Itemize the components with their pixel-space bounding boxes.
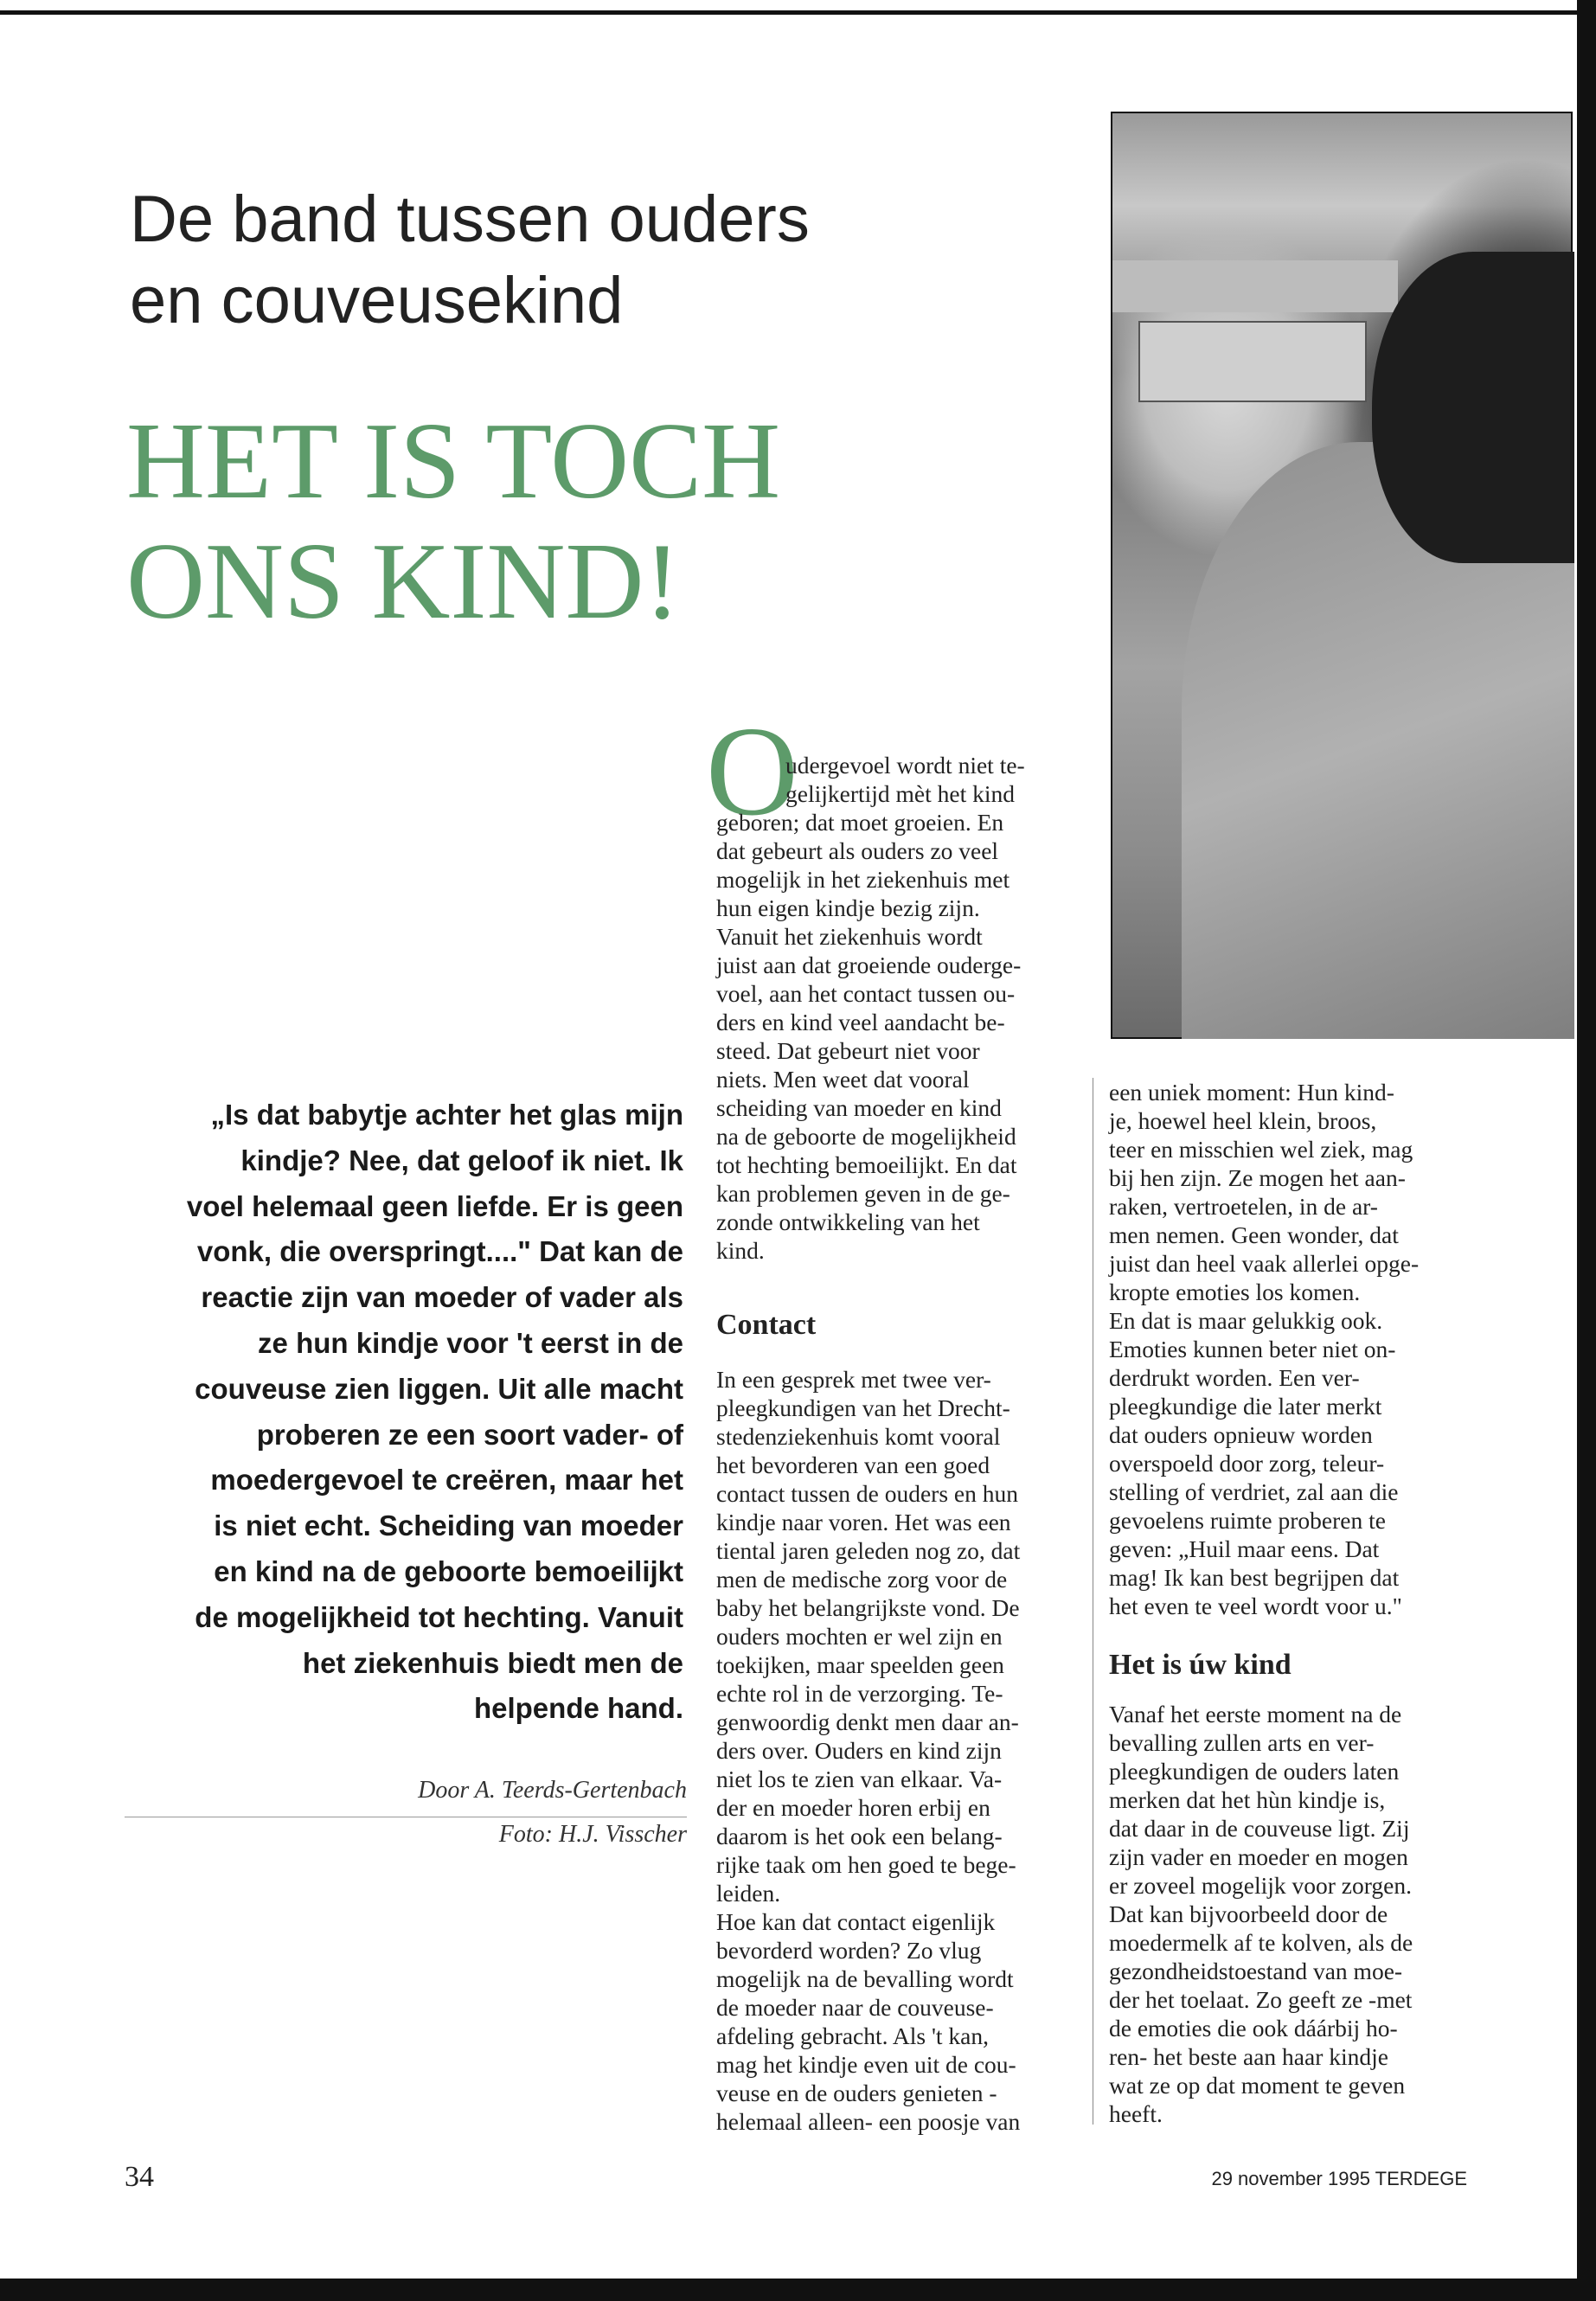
text-line: daarom is het ook een belang- (716, 1823, 1003, 1849)
text-line: na de geboorte de mogelijkheid (716, 1123, 1016, 1150)
photo-drawer (1138, 321, 1367, 402)
text-line: Emoties kunnen beter niet on- (1109, 1336, 1396, 1362)
text-line: toekijken, maar speelden geen (716, 1651, 1004, 1678)
photo-table (1112, 260, 1398, 312)
photo-person-head (1372, 252, 1574, 563)
text-line: moedergevoel te creëren, maar het (210, 1464, 683, 1497)
text-line: merken dat het hùn kindje is, (1109, 1786, 1386, 1813)
text-line: Dat kan bijvoorbeeld door de (1109, 1900, 1388, 1927)
body-column-middle-part1 (716, 751, 1025, 1265)
text-line: derdrukt worden. Een ver- (1109, 1364, 1360, 1391)
text-line: der en moeder horen erbij en (716, 1794, 990, 1821)
text-line: helemaal alleen- een poosje van (716, 2108, 1021, 2135)
text-line: kindje naar voren. Het was een (716, 1509, 1011, 1535)
text-line: gevoelens ruimte proberen te (1109, 1507, 1386, 1534)
text-line: men nemen. Geen wonder, dat (1109, 1221, 1399, 1248)
issue-info: 29 november 1995 TERDEGE (1211, 2168, 1467, 2189)
text-line: ders over. Ouders en kind zijn (716, 1737, 1002, 1764)
text-line: der het toelaat. Zo geeft ze -met (1109, 1986, 1413, 2013)
text-line: couveuse zien liggen. Uit alle macht (195, 1372, 683, 1405)
text-line: mogelijk in het ziekenhuis met (716, 866, 1010, 893)
text-line: reactie zijn van moeder of vader als (201, 1281, 683, 1314)
text-line: bevorderd worden? Zo vlug (716, 1937, 982, 1964)
text-line: tot hechting bemoeilijkt. En dat (716, 1151, 1017, 1178)
text-line: juist dan heel vaak allerlei opge- (1109, 1250, 1420, 1277)
body-column-right-part2 (1109, 1700, 1413, 2128)
text-line: genwoordig denkt men daar an- (716, 1708, 1019, 1735)
subheading-uw-kind: Het is úw kind (1109, 1649, 1292, 1681)
text-line: bevalling zullen arts en ver- (1109, 1729, 1375, 1756)
text-line: raken, vertroetelen, in de ar- (1109, 1193, 1378, 1220)
text-line: ren- het beste aan haar kindje (1109, 2043, 1388, 2070)
page-number: 34 (125, 2161, 154, 2193)
text-line: de mogelijkheid tot hechting. Vanuit (195, 1600, 683, 1633)
text-line: geboren; dat moet groeien. En (716, 809, 1004, 836)
byline-author: Door A. Teerds-Gertenbach (418, 1777, 687, 1804)
text-line: Vanuit het ziekenhuis wordt (716, 923, 983, 950)
text-line: mag het kindje even uit de cou- (716, 2051, 1016, 2078)
text-line: tiental jaren geleden nog zo, dat (716, 1537, 1021, 1564)
text-line: bij hen zijn. Ze mogen het aan- (1109, 1164, 1406, 1191)
text-line: Hoe kan dat contact eigenlijk (716, 1908, 996, 1935)
text-line: proberen ze een soort vader- of (256, 1418, 683, 1451)
text-line: scheiding van moeder en kind (716, 1094, 1002, 1121)
text-line: veuse en de ouders genieten - (716, 2080, 997, 2106)
text-line: er zoveel mogelijk voor zorgen. (1109, 1872, 1412, 1899)
text-line: gezondheidstoestand van moe- (1109, 1958, 1403, 1984)
text-line: kindje? Nee, dat geloof ik niet. Ik (240, 1144, 683, 1176)
text-line: kropte emoties los komen. (1109, 1279, 1361, 1305)
text-line: pleegkundige die later merkt (1109, 1393, 1382, 1420)
text-line: de emoties die ook dáárbij ho- (1109, 2015, 1398, 2041)
text-line: ders en kind veel aandacht be- (716, 1009, 1005, 1035)
text-line: afdeling gebracht. Als 't kan, (716, 2022, 990, 2049)
text-line: wat ze op dat moment te geven (1109, 2072, 1406, 2099)
text-line: moedermelk af te kolven, als de (1109, 1929, 1413, 1956)
subheading-contact: Contact (716, 1309, 817, 1341)
text-line: ouders mochten er wel zijn en (716, 1623, 1003, 1650)
text-line: hun eigen kindje bezig zijn. (716, 894, 980, 921)
text-line: mogelijk na de bevalling wordt (716, 1965, 1014, 1992)
text-line: echte rol in de verzorging. Te- (716, 1680, 1003, 1707)
text-line: stelling of verdriet, zal aan die (1109, 1478, 1399, 1505)
text-line: udergevoel wordt niet te- (785, 752, 1025, 779)
text-line: vonk, die overspringt...." Dat kan de (196, 1235, 683, 1268)
kicker-line: en couveusekind (130, 264, 624, 337)
text-line: niet los te zien van elkaar. Va- (716, 1766, 1003, 1792)
drop-cap: O (706, 701, 798, 843)
text-line: kan problemen geven in de ge- (716, 1180, 1010, 1207)
text-line: dat ouders opnieuw worden (1109, 1421, 1373, 1448)
text-line: is niet echt. Scheiding van moeder (214, 1509, 683, 1542)
body-column-middle-part2 (716, 1365, 1020, 2136)
text-line: stedenziekenhuis komt vooral (716, 1423, 1001, 1450)
text-line: je, hoewel heel klein, broos, (1109, 1107, 1377, 1134)
text-line: geven: „Huil maar eens. Dat (1109, 1535, 1380, 1562)
text-line: de moeder naar de couveuse- (716, 1994, 994, 2021)
text-line: pleegkundigen de ouders laten (1109, 1758, 1400, 1785)
text-line: overspoeld door zorg, teleur- (1109, 1450, 1385, 1477)
text-line: niets. Men weet dat vooral (716, 1066, 970, 1093)
text-line: dat daar in de couveuse ligt. Zij (1109, 1815, 1410, 1842)
text-line: rijke taak om hen goed te bege- (716, 1851, 1016, 1878)
text-line: In een gesprek met twee ver- (716, 1366, 991, 1393)
headline-line: ONS KIND! (126, 522, 681, 642)
text-line: mag! Ik kan best begrijpen dat (1109, 1564, 1400, 1591)
text-line: pleegkundigen van het Drecht- (716, 1394, 1010, 1421)
text-line: juist aan dat groeiende ouderge- (716, 952, 1022, 978)
kicker-title (130, 179, 810, 342)
text-line: Vanaf het eerste moment na de (1109, 1701, 1402, 1727)
kicker-line: De band tussen ouders (130, 183, 810, 256)
text-line: een uniek moment: Hun kind- (1109, 1079, 1394, 1106)
bottom-border (0, 2279, 1596, 2301)
text-line: voel helemaal geen liefde. Er is geen (186, 1189, 683, 1222)
text-line: het bevorderen van een goed (716, 1452, 990, 1478)
text-line: baby het belangrijkste vond. De (716, 1594, 1020, 1621)
text-line: zijn vader en moeder en mogen (1109, 1843, 1408, 1870)
text-line: leiden. (716, 1880, 781, 1907)
right-border (1577, 0, 1596, 2301)
text-line: En dat is maar gelukkig ook. (1109, 1307, 1383, 1334)
text-line: ze hun kindje voor 't eerst in de (258, 1326, 683, 1359)
text-line: teer en misschien wel ziek, mag (1109, 1136, 1413, 1163)
text-line: het ziekenhuis biedt men de (302, 1646, 683, 1679)
text-line: kind. (716, 1237, 765, 1264)
top-border (0, 10, 1596, 15)
text-line: contact tussen de ouders en hun (716, 1480, 1019, 1507)
text-line: steed. Dat gebeurt niet voor (716, 1037, 980, 1064)
intro-lead (130, 1093, 683, 1732)
article-photo (1111, 112, 1573, 1039)
text-line: dat gebeurt als ouders zo veel (716, 837, 999, 864)
byline-photo: Foto: H.J. Visscher (498, 1821, 687, 1848)
text-line: heeft. (1109, 2100, 1163, 2127)
text-line: en kind na de geboorte bemoeilijkt (214, 1554, 683, 1587)
text-line: gelijkertijd mèt het kind (785, 780, 1016, 807)
text-line: men de medische zorg voor de (716, 1566, 1008, 1593)
text-line: het even te veel wordt voor u." (1109, 1593, 1402, 1619)
text-line: voel, aan het contact tussen ou- (716, 980, 1016, 1007)
body-column-right-part1 (1109, 1078, 1419, 1620)
text-line: helpende hand. (473, 1692, 683, 1725)
headline-line: HET IS TOCH (126, 401, 781, 522)
text-line: „Is dat babytje achter het glas mijn (210, 1099, 683, 1131)
text-line: zonde ontwikkeling van het (716, 1208, 980, 1235)
headline (126, 401, 780, 642)
